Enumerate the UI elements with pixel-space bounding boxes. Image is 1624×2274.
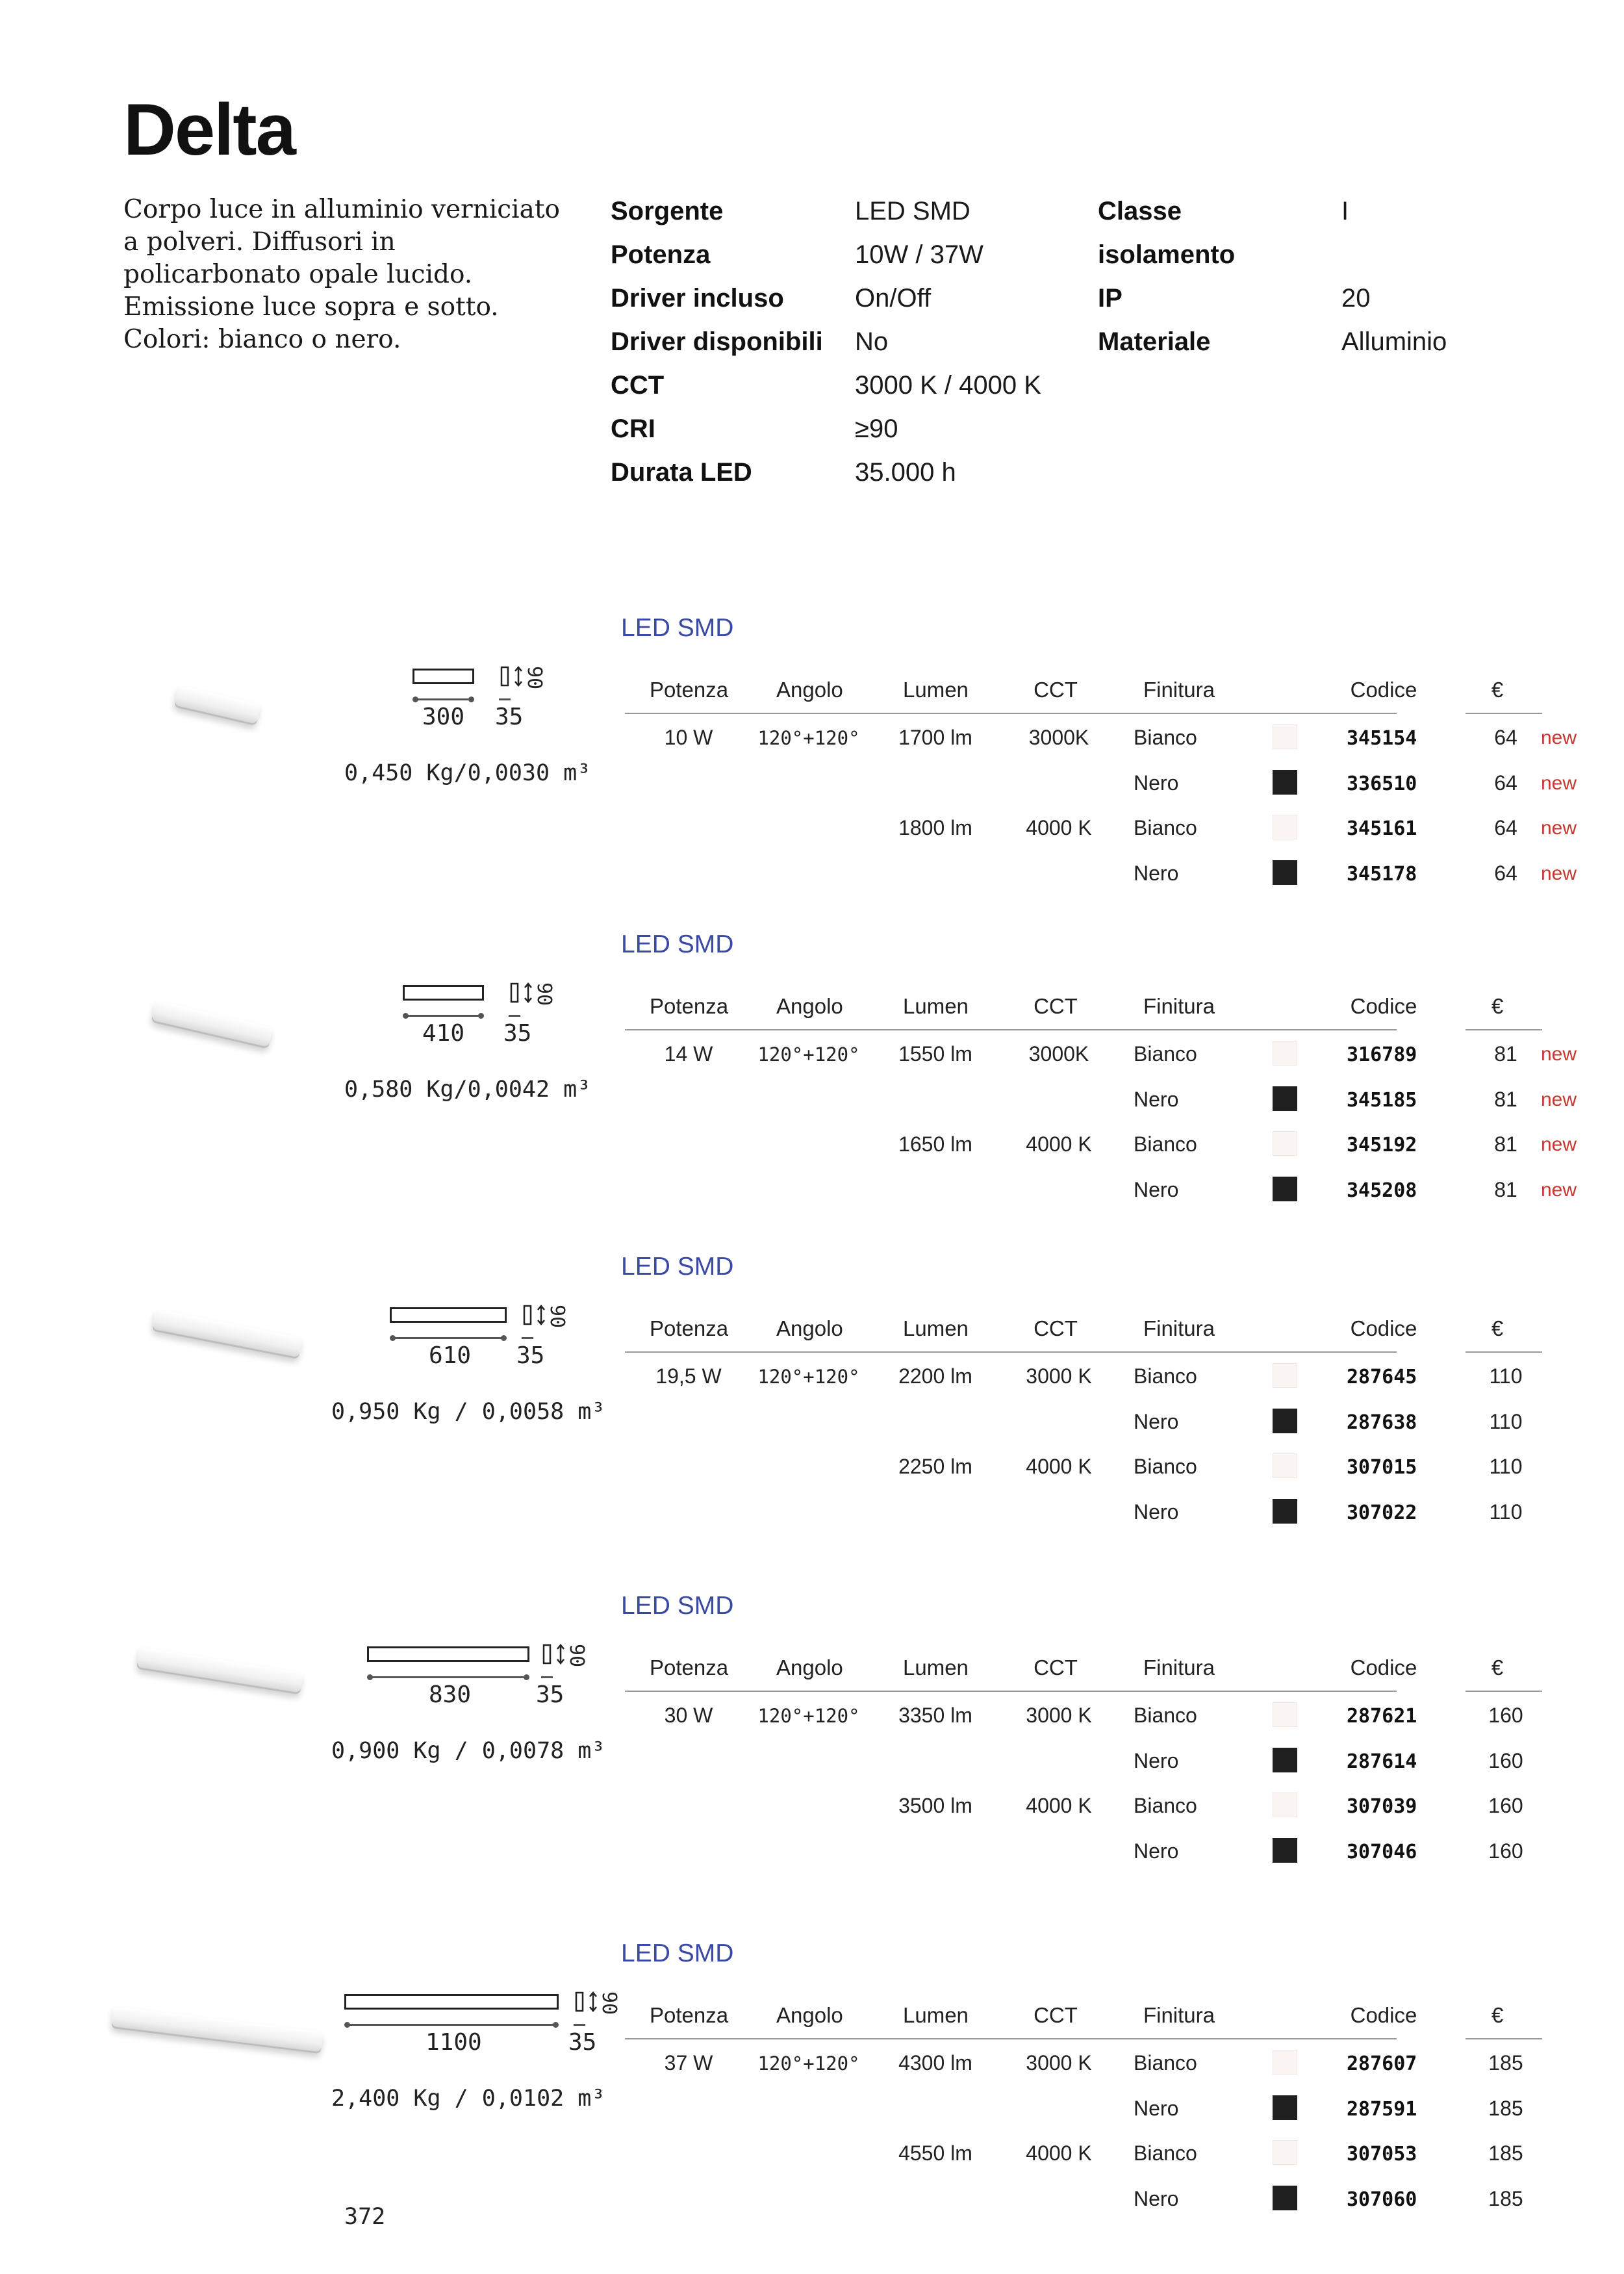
dimension-depth: 35 [568, 2029, 597, 2056]
cell-finitura: Bianco [1134, 816, 1197, 839]
cell-codice: 316789 [1347, 1043, 1417, 1066]
dimension-drawing-front [367, 1646, 529, 1662]
cell-codice: 307015 [1347, 1456, 1417, 1479]
spec-key: IP [1098, 284, 1123, 313]
product-section [0, 1939, 1624, 2251]
dimension-line-length [393, 1337, 503, 1339]
cell-finitura: Bianco [1134, 2141, 1197, 2165]
dimension-line-length [370, 1676, 526, 1678]
table-header-potenza: Potenza [650, 2003, 729, 2027]
dimension-length: 410 [422, 1020, 465, 1047]
cell-lumen: 2200 lm [898, 1364, 972, 1388]
new-badge: new [1541, 1134, 1577, 1155]
spec-value: ≥90 [855, 415, 898, 443]
dimension-length: 610 [429, 1342, 472, 1369]
finish-swatch-black [1273, 1748, 1297, 1772]
cell-codice: 345208 [1347, 1179, 1417, 1202]
cell-potenza: 37 W [664, 2051, 713, 2075]
cell-prezzo: 64 [1494, 862, 1517, 885]
new-badge: new [1541, 1043, 1577, 1065]
cell-prezzo: 185 [1488, 2187, 1523, 2210]
finish-swatch-white [1273, 1702, 1297, 1727]
spec-value: 10W / 37W [855, 240, 983, 269]
side-profile-icon [500, 666, 513, 687]
side-profile-icon [542, 1644, 555, 1665]
spec-key: Classe [1098, 197, 1182, 225]
table-header-lumen: Lumen [903, 1655, 969, 1680]
cell-lumen: 3500 lm [898, 1794, 972, 1817]
spec-value: 3000 K / 4000 K [855, 371, 1041, 400]
finish-swatch-white [1273, 2140, 1297, 2165]
product-image [140, 1647, 318, 1686]
table-header-prezzo: € [1491, 1655, 1504, 1680]
new-badge: new [1541, 773, 1577, 794]
dimension-height: 90 [565, 1644, 588, 1668]
dimension-drawing-front [344, 1994, 559, 2010]
cell-prezzo: 185 [1488, 2097, 1523, 2120]
product-image [156, 1309, 318, 1348]
cell-finitura: Nero [1134, 1178, 1179, 1201]
table-header-prezzo: € [1491, 994, 1504, 1018]
table-header-rule-price [1465, 2038, 1542, 2039]
table-header-cct: CCT [1034, 994, 1078, 1018]
cell-cct: 3000 K [1026, 1704, 1092, 1727]
cell-finitura: Nero [1134, 1500, 1179, 1524]
cell-lumen: 4550 lm [898, 2141, 972, 2165]
cell-prezzo: 185 [1488, 2051, 1523, 2075]
cell-finitura: Nero [1134, 2187, 1179, 2210]
cell-finitura: Bianco [1134, 726, 1197, 749]
cell-codice: 307053 [1347, 2143, 1417, 2165]
spec-value: Alluminio [1341, 327, 1447, 356]
new-badge: new [1541, 1179, 1577, 1201]
cell-potenza: 10 W [664, 726, 713, 749]
finish-swatch-black [1273, 1086, 1297, 1111]
cell-codice: 287607 [1347, 2052, 1417, 2075]
table-header-angolo: Angolo [776, 994, 843, 1018]
cell-prezzo: 160 [1488, 1704, 1523, 1727]
section-heading: LED SMD [621, 614, 734, 642]
dimension-marker [403, 1013, 409, 1019]
finish-swatch-black [1273, 1838, 1297, 1863]
finish-swatch-black [1273, 860, 1297, 885]
cell-prezzo: 64 [1494, 726, 1517, 749]
cell-cct: 3000 K [1026, 2051, 1092, 2075]
cell-potenza: 19,5 W [655, 1364, 722, 1388]
cell-lumen: 4300 lm [898, 2051, 972, 2075]
cell-cct: 3000K [1028, 1042, 1089, 1066]
new-badge: new [1541, 727, 1577, 748]
cell-prezzo: 81 [1494, 1132, 1517, 1156]
cell-cct: 3000 K [1026, 1364, 1092, 1388]
table-header-cct: CCT [1034, 678, 1078, 702]
dimension-line-depth [541, 1676, 553, 1678]
lamp-body [136, 1647, 303, 1694]
spec-key: Driver disponibili [611, 327, 823, 356]
cell-finitura: Nero [1134, 771, 1179, 795]
spec-key: CCT [611, 371, 665, 400]
cell-prezzo: 81 [1494, 1088, 1517, 1111]
finish-swatch-black [1273, 1409, 1297, 1433]
table-header-rule-price [1465, 1351, 1542, 1353]
cell-codice: 307022 [1347, 1501, 1417, 1524]
cell-lumen: 1700 lm [898, 726, 972, 749]
cell-codice: 307046 [1347, 1841, 1417, 1863]
lamp-body [111, 2006, 324, 2054]
finish-swatch-white [1273, 1453, 1297, 1478]
table-header-cct: CCT [1034, 1655, 1078, 1680]
cell-cct: 4000 K [1026, 816, 1092, 839]
cell-prezzo: 160 [1488, 1794, 1523, 1817]
table-header-rule [625, 1351, 1397, 1353]
finish-swatch-white [1273, 1041, 1297, 1066]
table-header-prezzo: € [1491, 678, 1504, 702]
product-image [114, 2006, 338, 2045]
cell-cct: 4000 K [1026, 1132, 1092, 1156]
new-badge: new [1541, 1089, 1577, 1110]
dimension-line-depth [574, 2024, 585, 2026]
product-section [0, 1253, 1624, 1565]
table-header-prezzo: € [1491, 2003, 1504, 2027]
cell-potenza: 30 W [664, 1704, 713, 1727]
finish-swatch-black [1273, 1177, 1297, 1201]
finish-swatch-white [1273, 1793, 1297, 1817]
table-header-codice: Codice [1350, 1655, 1417, 1680]
cell-finitura: Bianco [1134, 1704, 1197, 1727]
cell-codice: 345192 [1347, 1134, 1417, 1156]
cell-prezzo: 81 [1494, 1042, 1517, 1066]
new-badge: new [1541, 863, 1577, 884]
table-header-angolo: Angolo [776, 1316, 843, 1340]
table-header-cct: CCT [1034, 2003, 1078, 2027]
dimension-length: 300 [422, 704, 465, 730]
finish-swatch-black [1273, 2095, 1297, 2120]
section-heading: LED SMD [621, 1592, 734, 1620]
cell-finitura: Bianco [1134, 1455, 1197, 1478]
cell-codice: 287614 [1347, 1750, 1417, 1773]
cell-finitura: Bianco [1134, 1794, 1197, 1817]
page-title: Delta [123, 89, 295, 170]
dimension-marker [367, 1674, 373, 1680]
dimension-height: 90 [523, 666, 546, 690]
spec-key: isolamento [1098, 240, 1236, 269]
table-header-cct: CCT [1034, 1316, 1078, 1340]
cell-finitura: Nero [1134, 1088, 1179, 1111]
cell-lumen: 1650 lm [898, 1132, 972, 1156]
dimension-marker [344, 2022, 350, 2028]
cell-codice: 345154 [1347, 727, 1417, 750]
product-description: Corpo luce in alluminio verniciato a polveri. Diffusori in policarbonato opale lucido. Emissione luce sopra e sotto. Colori: bianco o nero. [123, 195, 561, 354]
table-header-codice: Codice [1350, 994, 1417, 1018]
dimension-marker [412, 696, 418, 702]
dimension-line-depth [522, 1337, 533, 1339]
table-header-potenza: Potenza [650, 678, 729, 702]
dimension-depth: 35 [495, 704, 524, 730]
cell-finitura: Bianco [1134, 1132, 1197, 1156]
side-profile-icon [575, 1991, 588, 2012]
dimension-drawing-front [403, 985, 484, 1001]
dimension-length: 830 [429, 1681, 472, 1708]
finish-swatch-black [1273, 770, 1297, 795]
dimension-depth: 35 [536, 1681, 565, 1708]
cell-prezzo: 160 [1488, 1749, 1523, 1772]
cell-angolo: 120°+120° [757, 1043, 860, 1066]
cell-cct: 3000K [1028, 726, 1089, 749]
section-heading: LED SMD [621, 1253, 734, 1281]
dimension-line-depth [499, 698, 511, 700]
cell-finitura: Bianco [1134, 1364, 1197, 1388]
table-header-potenza: Potenza [650, 1655, 729, 1680]
cell-prezzo: 81 [1494, 1178, 1517, 1201]
cell-finitura: Nero [1134, 1749, 1179, 1772]
dimension-length: 1100 [425, 2029, 482, 2056]
cell-codice: 345178 [1347, 863, 1417, 886]
table-header-rule-price [1465, 1029, 1542, 1030]
cell-codice: 287645 [1347, 1366, 1417, 1388]
cell-codice: 287591 [1347, 2098, 1417, 2121]
finish-swatch-white [1273, 724, 1297, 749]
table-header-finitura: Finitura [1143, 2003, 1215, 2027]
table-header-lumen: Lumen [903, 2003, 969, 2027]
lamp-body [173, 685, 260, 726]
spec-key: CRI [611, 415, 655, 443]
cell-angolo: 120°+120° [757, 1705, 860, 1727]
cell-prezzo: 64 [1494, 771, 1517, 795]
weight-volume: 0,580 Kg/0,0042 m³ [344, 1077, 591, 1103]
cell-prezzo: 110 [1489, 1364, 1523, 1388]
dimension-line-depth [509, 1015, 520, 1017]
spec-key: Durata LED [611, 458, 752, 487]
cell-finitura: Bianco [1134, 1042, 1197, 1066]
finish-swatch-black [1273, 2186, 1297, 2210]
new-badge: new [1541, 817, 1577, 839]
dimension-marker [390, 1335, 396, 1341]
spec-value: LED SMD [855, 197, 971, 225]
cell-codice: 287621 [1347, 1705, 1417, 1728]
table-header-codice: Codice [1350, 678, 1417, 702]
dimension-marker [501, 1335, 507, 1341]
finish-swatch-white [1273, 1131, 1297, 1156]
cell-angolo: 120°+120° [757, 727, 860, 749]
cell-codice: 307039 [1347, 1795, 1417, 1818]
table-header-angolo: Angolo [776, 2003, 843, 2027]
spec-key: Potenza [611, 240, 711, 269]
dimension-height: 90 [546, 1305, 568, 1329]
spec-key: Sorgente [611, 197, 724, 225]
cell-prezzo: 185 [1488, 2141, 1523, 2165]
section-heading: LED SMD [621, 930, 734, 958]
cell-cct: 4000 K [1026, 2141, 1092, 2165]
dimension-line-length [416, 698, 471, 700]
dimension-line-length [348, 2024, 555, 2026]
dimension-marker [553, 2022, 559, 2028]
table-header-rule-price [1465, 1691, 1542, 1692]
dimension-marker [524, 1674, 529, 1680]
dimension-depth: 35 [503, 1020, 532, 1047]
cell-lumen: 3350 lm [898, 1704, 972, 1727]
cell-codice: 345161 [1347, 817, 1417, 840]
cell-cct: 4000 K [1026, 1455, 1092, 1478]
product-section [0, 930, 1624, 1242]
product-section [0, 1592, 1624, 1904]
finish-swatch-white [1273, 2050, 1297, 2075]
weight-volume: 0,950 Kg / 0,0058 m³ [331, 1399, 605, 1425]
table-header-finitura: Finitura [1143, 994, 1215, 1018]
product-section [0, 614, 1624, 926]
table-header-finitura: Finitura [1143, 1316, 1215, 1340]
cell-prezzo: 160 [1488, 1839, 1523, 1863]
table-header-angolo: Angolo [776, 1655, 843, 1680]
table-header-finitura: Finitura [1143, 1655, 1215, 1680]
table-header-codice: Codice [1350, 2003, 1417, 2027]
cell-lumen: 1550 lm [898, 1042, 972, 1066]
cell-potenza: 14 W [664, 1042, 713, 1066]
table-header-lumen: Lumen [903, 678, 969, 702]
weight-volume: 2,400 Kg / 0,0102 m³ [331, 2086, 605, 2112]
table-header-angolo: Angolo [776, 678, 843, 702]
page-number: 372 [344, 2204, 386, 2230]
side-profile-icon [510, 982, 523, 1003]
dimension-line-length [406, 1015, 481, 1017]
cell-prezzo: 110 [1489, 1455, 1523, 1478]
dimension-height: 90 [533, 982, 555, 1006]
table-header-finitura: Finitura [1143, 678, 1215, 702]
spec-value: I [1341, 197, 1349, 225]
cell-finitura: Nero [1134, 862, 1179, 885]
section-heading: LED SMD [621, 1939, 734, 1967]
spec-key: Driver incluso [611, 284, 784, 313]
table-header-potenza: Potenza [650, 994, 729, 1018]
finish-swatch-black [1273, 1499, 1297, 1524]
dimension-marker [468, 696, 474, 702]
dimension-marker [478, 1013, 484, 1019]
dimension-height: 90 [598, 1991, 620, 2015]
table-header-lumen: Lumen [903, 994, 969, 1018]
cell-lumen: 2250 lm [898, 1455, 972, 1478]
spec-key: Materiale [1098, 327, 1211, 356]
cell-finitura: Nero [1134, 1410, 1179, 1433]
cell-cct: 4000 K [1026, 1794, 1092, 1817]
side-profile-icon [523, 1305, 536, 1325]
finish-swatch-white [1273, 1363, 1297, 1388]
cell-lumen: 1800 lm [898, 816, 972, 839]
finish-swatch-white [1273, 815, 1297, 839]
table-header-rule [625, 713, 1397, 714]
cell-angolo: 120°+120° [757, 2052, 860, 2075]
weight-volume: 0,450 Kg/0,0030 m³ [344, 760, 591, 786]
spec-value: 20 [1341, 284, 1371, 313]
cell-codice: 345185 [1347, 1089, 1417, 1112]
cell-finitura: Nero [1134, 1839, 1179, 1863]
table-header-codice: Codice [1350, 1316, 1417, 1340]
table-header-rule [625, 2038, 1397, 2039]
lamp-body [152, 1309, 303, 1359]
cell-codice: 336510 [1347, 773, 1417, 795]
dimension-drawing-front [412, 669, 474, 684]
cell-prezzo: 64 [1494, 816, 1517, 839]
product-image [179, 685, 276, 724]
spec-value: On/Off [855, 284, 932, 313]
table-header-lumen: Lumen [903, 1316, 969, 1340]
table-header-prezzo: € [1491, 1316, 1504, 1340]
cell-angolo: 120°+120° [757, 1366, 860, 1388]
spec-value: 35.000 h [855, 458, 956, 487]
table-header-potenza: Potenza [650, 1316, 729, 1340]
lamp-body [151, 1001, 273, 1049]
product-image [156, 1001, 289, 1040]
cell-finitura: Nero [1134, 2097, 1179, 2120]
table-header-rule [625, 1691, 1397, 1692]
table-header-rule-price [1465, 713, 1542, 714]
cell-prezzo: 110 [1489, 1410, 1523, 1433]
dimension-drawing-front [390, 1307, 507, 1323]
cell-prezzo: 110 [1489, 1500, 1523, 1524]
table-header-rule [625, 1029, 1397, 1030]
cell-finitura: Bianco [1134, 2051, 1197, 2075]
spec-value: No [855, 327, 889, 356]
cell-codice: 287638 [1347, 1411, 1417, 1434]
dimension-depth: 35 [516, 1342, 545, 1369]
cell-codice: 307060 [1347, 2188, 1417, 2211]
weight-volume: 0,900 Kg / 0,0078 m³ [331, 1738, 605, 1764]
